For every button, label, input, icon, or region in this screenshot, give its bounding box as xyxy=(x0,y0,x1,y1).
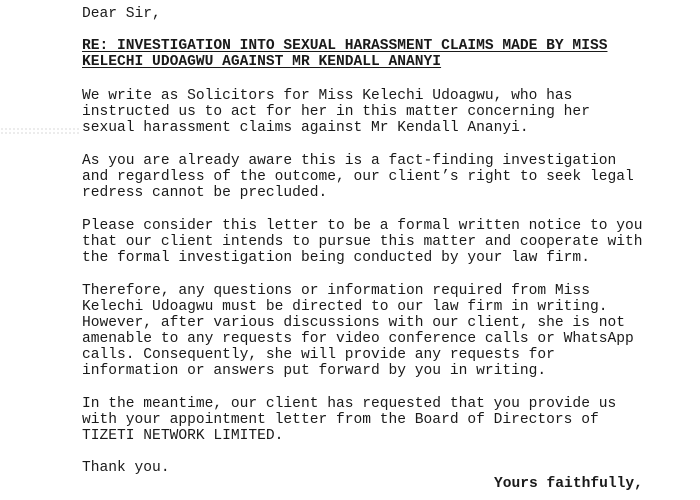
paragraph5-line-2: with your appointment letter from the Board of Directors of xyxy=(82,412,599,428)
subject-line-1: RE: INVESTIGATION INTO SEXUAL HARASSMENT CLAIMS MADE BY MISS xyxy=(82,38,608,54)
paragraph3-line-2: that our client intends to pursue this matter and cooperate with xyxy=(82,234,643,250)
closing-line: Yours faithfully, xyxy=(494,476,643,492)
scan-speckle xyxy=(0,127,80,135)
thanks-line: Thank you. xyxy=(82,460,170,476)
paragraph2-line-2: and regardless of the outcome, our client’s right to seek legal xyxy=(82,169,634,185)
paragraph4-line-2: Kelechi Udoagwu must be directed to our law firm in writing. xyxy=(82,299,608,315)
paragraph3-line-1: Please consider this letter to be a formal written notice to you xyxy=(82,218,643,234)
paragraph1-line-2: instructed us to act for her in this matter concerning her xyxy=(82,104,590,120)
paragraph5-line-3: TIZETI NETWORK LIMITED. xyxy=(82,428,284,444)
subject-line-2: KELECHI UDOAGWU AGAINST MR KENDALL ANANYI xyxy=(82,54,442,70)
paragraph4-line-5: calls. Consequently, she will provide any requests for xyxy=(82,347,555,363)
paragraph4-line-1: Therefore, any questions or information required from Miss xyxy=(82,283,590,299)
paragraph4-line-6: information or answers put forward by you in writing. xyxy=(82,363,547,379)
paragraph2-line-3: redress cannot be precluded. xyxy=(82,185,328,201)
paragraph1-line-1: We write as Solicitors for Miss Kelechi Udoagwu, who has xyxy=(82,88,573,104)
paragraph5-line-1: In the meantime, our client has requested that you provide us xyxy=(82,396,617,412)
salutation: Dear Sir, xyxy=(82,6,161,22)
paragraph2-line-1: As you are already aware this is a fact-finding investigation xyxy=(82,153,617,169)
paragraph4-line-4: amenable to any requests for video conference calls or WhatsApp xyxy=(82,331,634,347)
paragraph4-line-3: However, after various discussions with our client, she is not xyxy=(82,315,625,331)
paragraph3-line-3: the formal investigation being conducted by your law firm. xyxy=(82,250,590,266)
paragraph1-line-3: sexual harassment claims against Mr Kendall Ananyi. xyxy=(82,120,529,136)
